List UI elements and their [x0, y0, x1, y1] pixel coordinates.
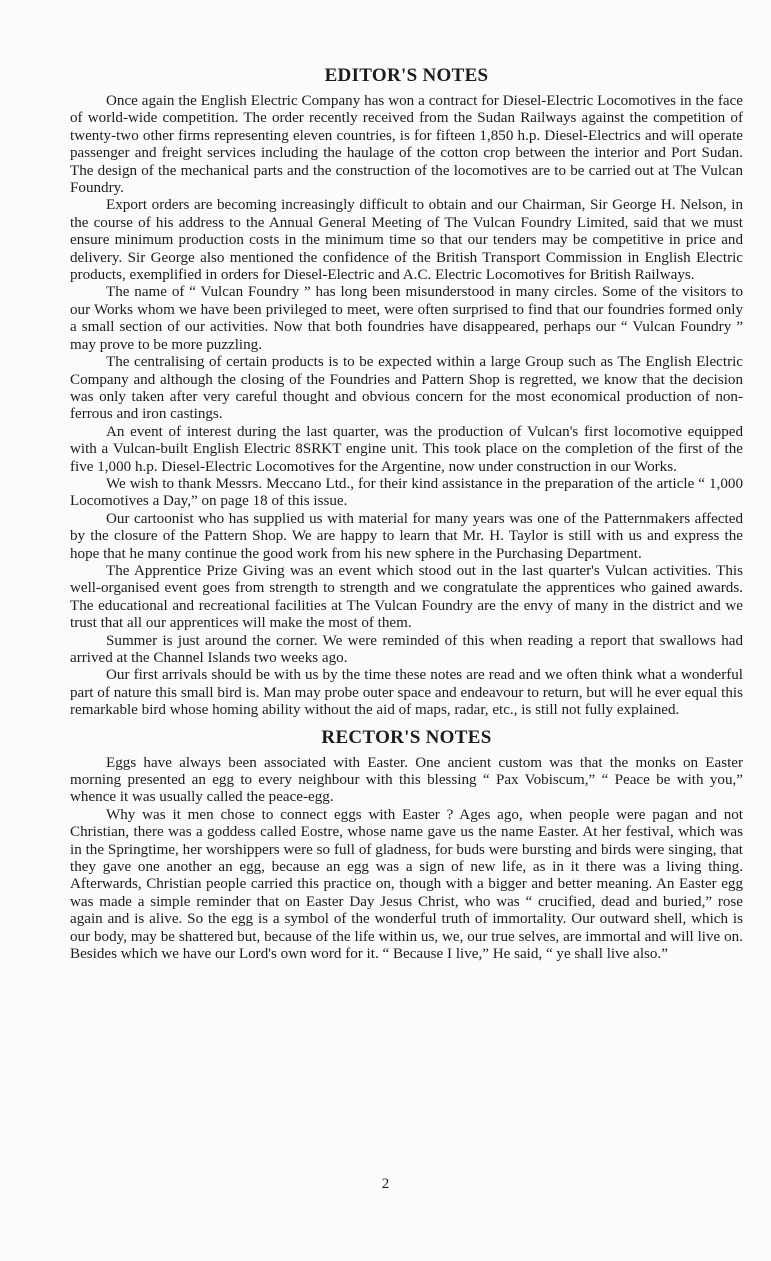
page-number: 2 — [381, 1176, 390, 1192]
editors-paragraph-2: Export orders are becoming increasingly difficult to obtain and our Chairman, Sir George H. Nelson, in the course of his address to the Annual General Meeting of The Vulcan Foundry Limited, said that we must ensure minimum production costs in the minimum time so that our tenders may be competitive in price and delivery. Sir George also mentioned the confidence of the British Transport Commission in English Electric products, exemplified in orders for Diesel-Electric and A.C. Electric Locomotives for British Railways. — [70, 197, 743, 284]
editors-paragraph-4: The centralising of certain products is to be expected within a large Group such as The English Electric Company and although the closing of the Foundries and Pattern Shop is regretted, we know that the decision was only taken after very careful thought and obvious concern for the most economical production of non-ferrous and iron castings. — [70, 354, 743, 423]
editors-paragraph-5: An event of interest during the last quarter, was the production of Vulcan's first locomotive equipped with a Vulcan-built English Electric 8SRKT engine unit. This took place on the completion of the first of the five 1,000 h.p. Diesel-Electric Locomotives for the Argentine, now under construction in our Works. — [70, 423, 743, 475]
rectors-notes-body — [70, 755, 743, 964]
editors-paragraph-1: Once again the English Electric Company has won a contract for Diesel-Electric Locomotives in the face of world-wide competition. The order recently received from the Sudan Railways against the competition of twenty-two other firms representing eleven countries, is for fifteen 1,850 h.p. Diesel-Electrics and will operate passenger and freight services including the haulage of the cotton crop between the interior and Port Sudan. The design of the mechanical parts and the construction of the locomotives are to be carried out at The Vulcan Foundry. — [70, 93, 743, 197]
editors-notes-body — [70, 93, 743, 720]
editors-paragraph-7: Our cartoonist who has supplied us with material for many years was one of the Patternmakers affected by the closure of the Pattern Shop. We are happy to learn that Mr. H. Taylor is still with us and express the hope that he many continue the good work from his new sphere in the Purchasing Department. — [70, 510, 743, 562]
rectors-paragraph-1: Eggs have always been associated with Easter. One ancient custom was that the monks on Easter morning presented an egg to every neighbour with this blessing “ Pax Vobiscum,” “ Peace be with you,” whence it was usually called the peace-egg. — [70, 754, 743, 806]
rectors-paragraph-2: Why was it men chose to connect eggs with Easter ? Ages ago, when people were pagan and not Christian, there was a goddess called Eostre, whose name gave us the name Easter. At her festival, which was in the Springtime, her worshippers were so full of gladness, for buds were bursting and birds were singing, that they gave one another an egg, because an egg was a sign of new life, as in it there was a living thing. Afterwards, Christian people carried this practice on, though with a bigger and better meaning. An Easter egg was made a simple reminder that on Easter Day Jesus Christ, who was “ crucified, dead and buried,” rose again and is alive. So the egg is a symbol of the wonderful truth of immortality. Our outward shell, which is our body, may be shattered but, because of the life within us, we, our true selves, are immortal and will live on. Besides which we have our Lord's own word for it. “ Because I live,” He said, “ ye shall live also.” — [70, 806, 743, 963]
editors-paragraph-8: The Apprentice Prize Giving was an event which stood out in the last quarter's Vulcan activities. This well-organised event goes from strength to strength and we congratulate the apprentices who gained awards. The educational and recreational facilities at The Vulcan Foundry are the envy of many in the district and we trust that all our apprentices will make the most of them. — [70, 562, 743, 632]
editors-paragraph-6: We wish to thank Messrs. Meccano Ltd., for their kind assistance in the preparation of the article “ 1,000 Locomotives a Day,” on page 18 of this issue. — [70, 475, 743, 510]
editors-paragraph-3: The name of “ Vulcan Foundry ” has long been misunderstood in many circles. Some of the visitors to our Works whom we have been privileged to meet, were often surprised to find that our foundries formed only a small section of our activities. Now that both foundries have disappeared, perhaps our “ Vulcan Foundry ” may prove to be more puzzling. — [70, 284, 743, 353]
editors-notes-heading: EDITOR'S NOTES — [324, 65, 489, 86]
editors-paragraph-9: Summer is just around the corner. We were reminded of this when reading a report that swallows had arrived at the Channel Islands two weeks ago. — [70, 632, 743, 666]
editors-paragraph-10: Our first arrivals should be with us by the time these notes are read and we often think what a wonderful part of nature this small bird is. Man may probe outer space and endeavour to return, but will he ever equal this remarkable bird whose homing ability without the aid of maps, radar, etc., is still not fully explained. — [70, 667, 743, 719]
rectors-notes-heading: RECTOR'S NOTES — [321, 726, 492, 748]
